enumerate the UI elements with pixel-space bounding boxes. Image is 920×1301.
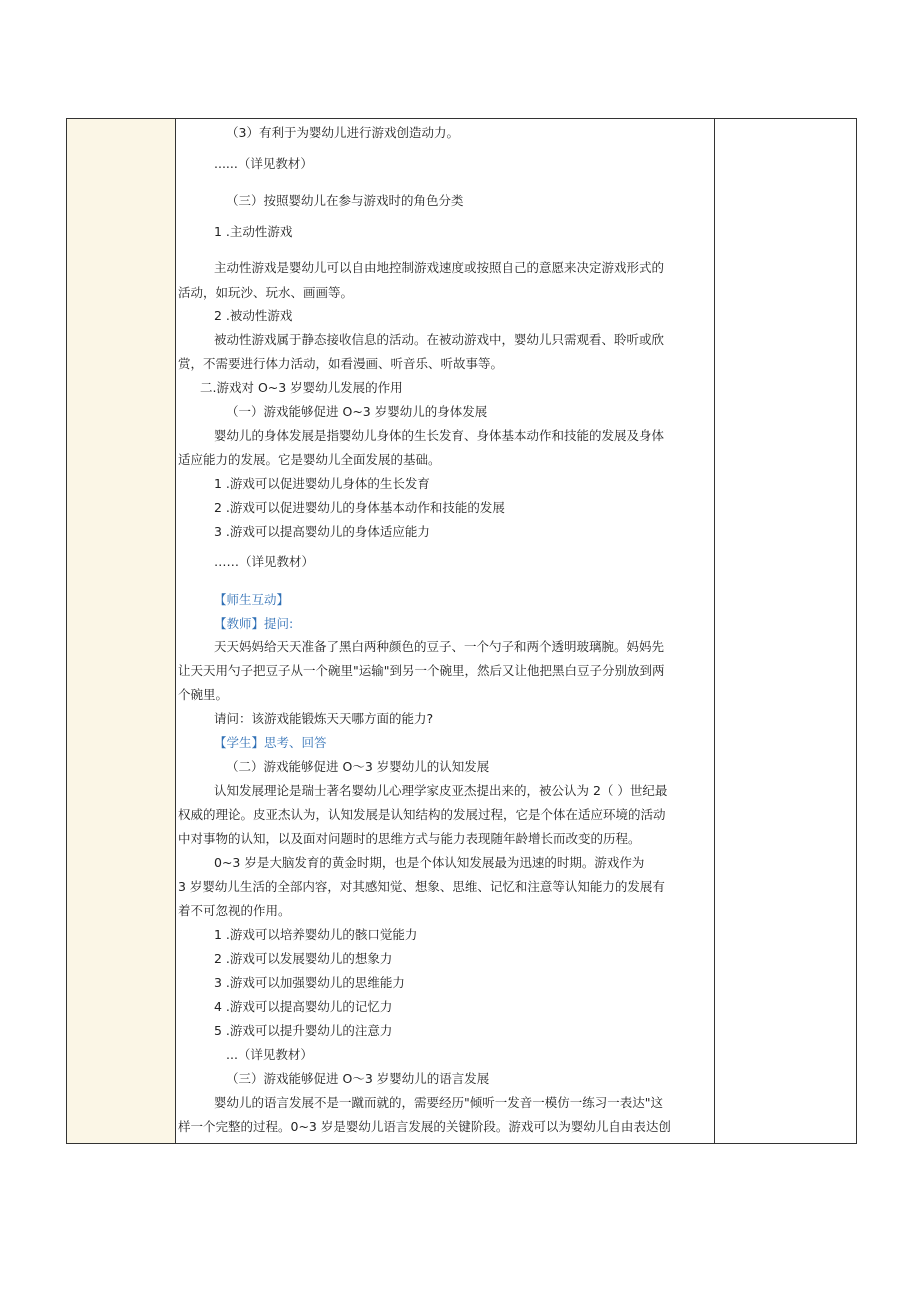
text-line: 认知发展理论是瑞士著名婴幼儿心理学家皮亚杰提出来的，被公认为 2（ ）世纪最 [214,783,668,798]
section-heading: （二）游戏能够促进 O～3 岁婴幼儿的认知发展 [226,759,490,774]
text-line: ...（详见教材） [226,1047,313,1062]
text-line: 2 .游戏可以发展婴幼儿的想象力 [214,951,393,966]
text-line: 0~3 岁是大脑发育的黄金时期，也是个体认知发展最为迅速的时期。游戏作为 [214,855,645,870]
text-line: 适应能力的发展。它是婴幼儿全面发展的基础。 [178,452,441,467]
text-line: ……（详见教材） [214,554,315,569]
text-line: 2 .游戏可以促进婴幼儿的身体基本动作和技能的发展 [214,500,505,515]
right-column-cell [714,119,856,1143]
text-line: 主动性游戏是婴幼儿可以自由地控制游戏速度或按照自己的意愿来决定游戏形式的 [214,260,665,275]
section-heading: 二.游戏对 O~3 岁婴幼儿发展的作用 [200,380,403,395]
text-line: 样一个完整的过程。0~3 岁是婴幼儿语言发展的关键阶段。游戏可以为婴幼儿自由表达创 [178,1119,671,1134]
text-line: 婴幼儿的身体发展是指婴幼儿身体的生长发育、身体基本动作和技能的发展及身体 [214,428,665,443]
text-line: 3 岁婴幼儿生活的全部内容，对其感知觉、想象、思维、记忆和注意等认知能力的发展有 [178,879,665,894]
content-cell [176,119,715,1143]
student-heading: 【学生】思考、回答 [214,735,327,750]
text-line: 1 .主动性游戏 [214,224,293,239]
text-line: 2 .被动性游戏 [214,308,293,323]
left-column-cell [67,119,176,1143]
text-line: 活动，如玩沙、玩水、画画等。 [178,285,354,300]
text-line: 天天妈妈给天天准备了黑白两种颜色的豆子、一个勺子和两个透明玻璃腕。妈妈先 [214,639,665,654]
text-line: 5 .游戏可以提升婴幼儿的注意力 [214,1023,393,1038]
text-line: 被动性游戏属于静态接收信息的活动。在被动游戏中，婴幼儿只需观看、聆听或欣 [214,332,665,347]
text-line: 婴幼儿的语言发展不是一蹴而就的，需要经历"倾听一发音一模仿一练习一表达"这 [214,1095,664,1110]
text-line: 权威的理论。皮亚杰认为，认知发展是认知结构的发展过程，它是个体在适应环境的活动 [178,807,666,822]
text-line: （三）按照婴幼儿在参与游戏时的角色分类 [226,193,464,208]
interaction-heading: 【师生互动】 [214,592,290,607]
text-line: 4 .游戏可以提高婴幼儿的记忆力 [214,999,393,1014]
text-line: 请问：该游戏能锻炼天天哪方面的能力? [214,711,434,726]
section-heading: （一）游戏能够促进 O~3 岁婴幼儿的身体发展 [226,404,488,419]
text-line: 着不可忽视的作用。 [178,903,291,918]
text-line: 1 .游戏可以促进婴幼儿身体的生长发育 [214,476,430,491]
lesson-plan-table [66,118,857,1144]
text-line: 个碗里。 [178,687,229,702]
teacher-prompt-heading: 【教师】提问: [214,616,294,631]
text-line: 中对事物的认知，以及面对问题时的思维方式与能力表现随年龄增长而改变的历程。 [178,831,641,846]
text-line: 1 .游戏可以培养婴幼儿的骸口觉能力 [214,927,418,942]
text-line: 3 .游戏可以加强婴幼儿的思维能力 [214,975,405,990]
text-line: 让天天用勺子把豆子从一个碗里"运输"到另一个碗里，然后又让他把黑白豆子分别放到两 [178,663,665,678]
text-line: 3 .游戏可以提高婴幼儿的身体适应能力 [214,524,430,539]
text-line: ......（详见教材） [214,156,313,171]
section-heading: （三）游戏能够促进 O～3 岁婴幼儿的语言发展 [226,1071,490,1086]
text-line: 赏，不需要进行体力活动，如看漫画、听音乐、听故事等。 [178,356,504,371]
text-line: （3）有利于为婴幼儿进行游戏创造动力。 [226,125,459,140]
